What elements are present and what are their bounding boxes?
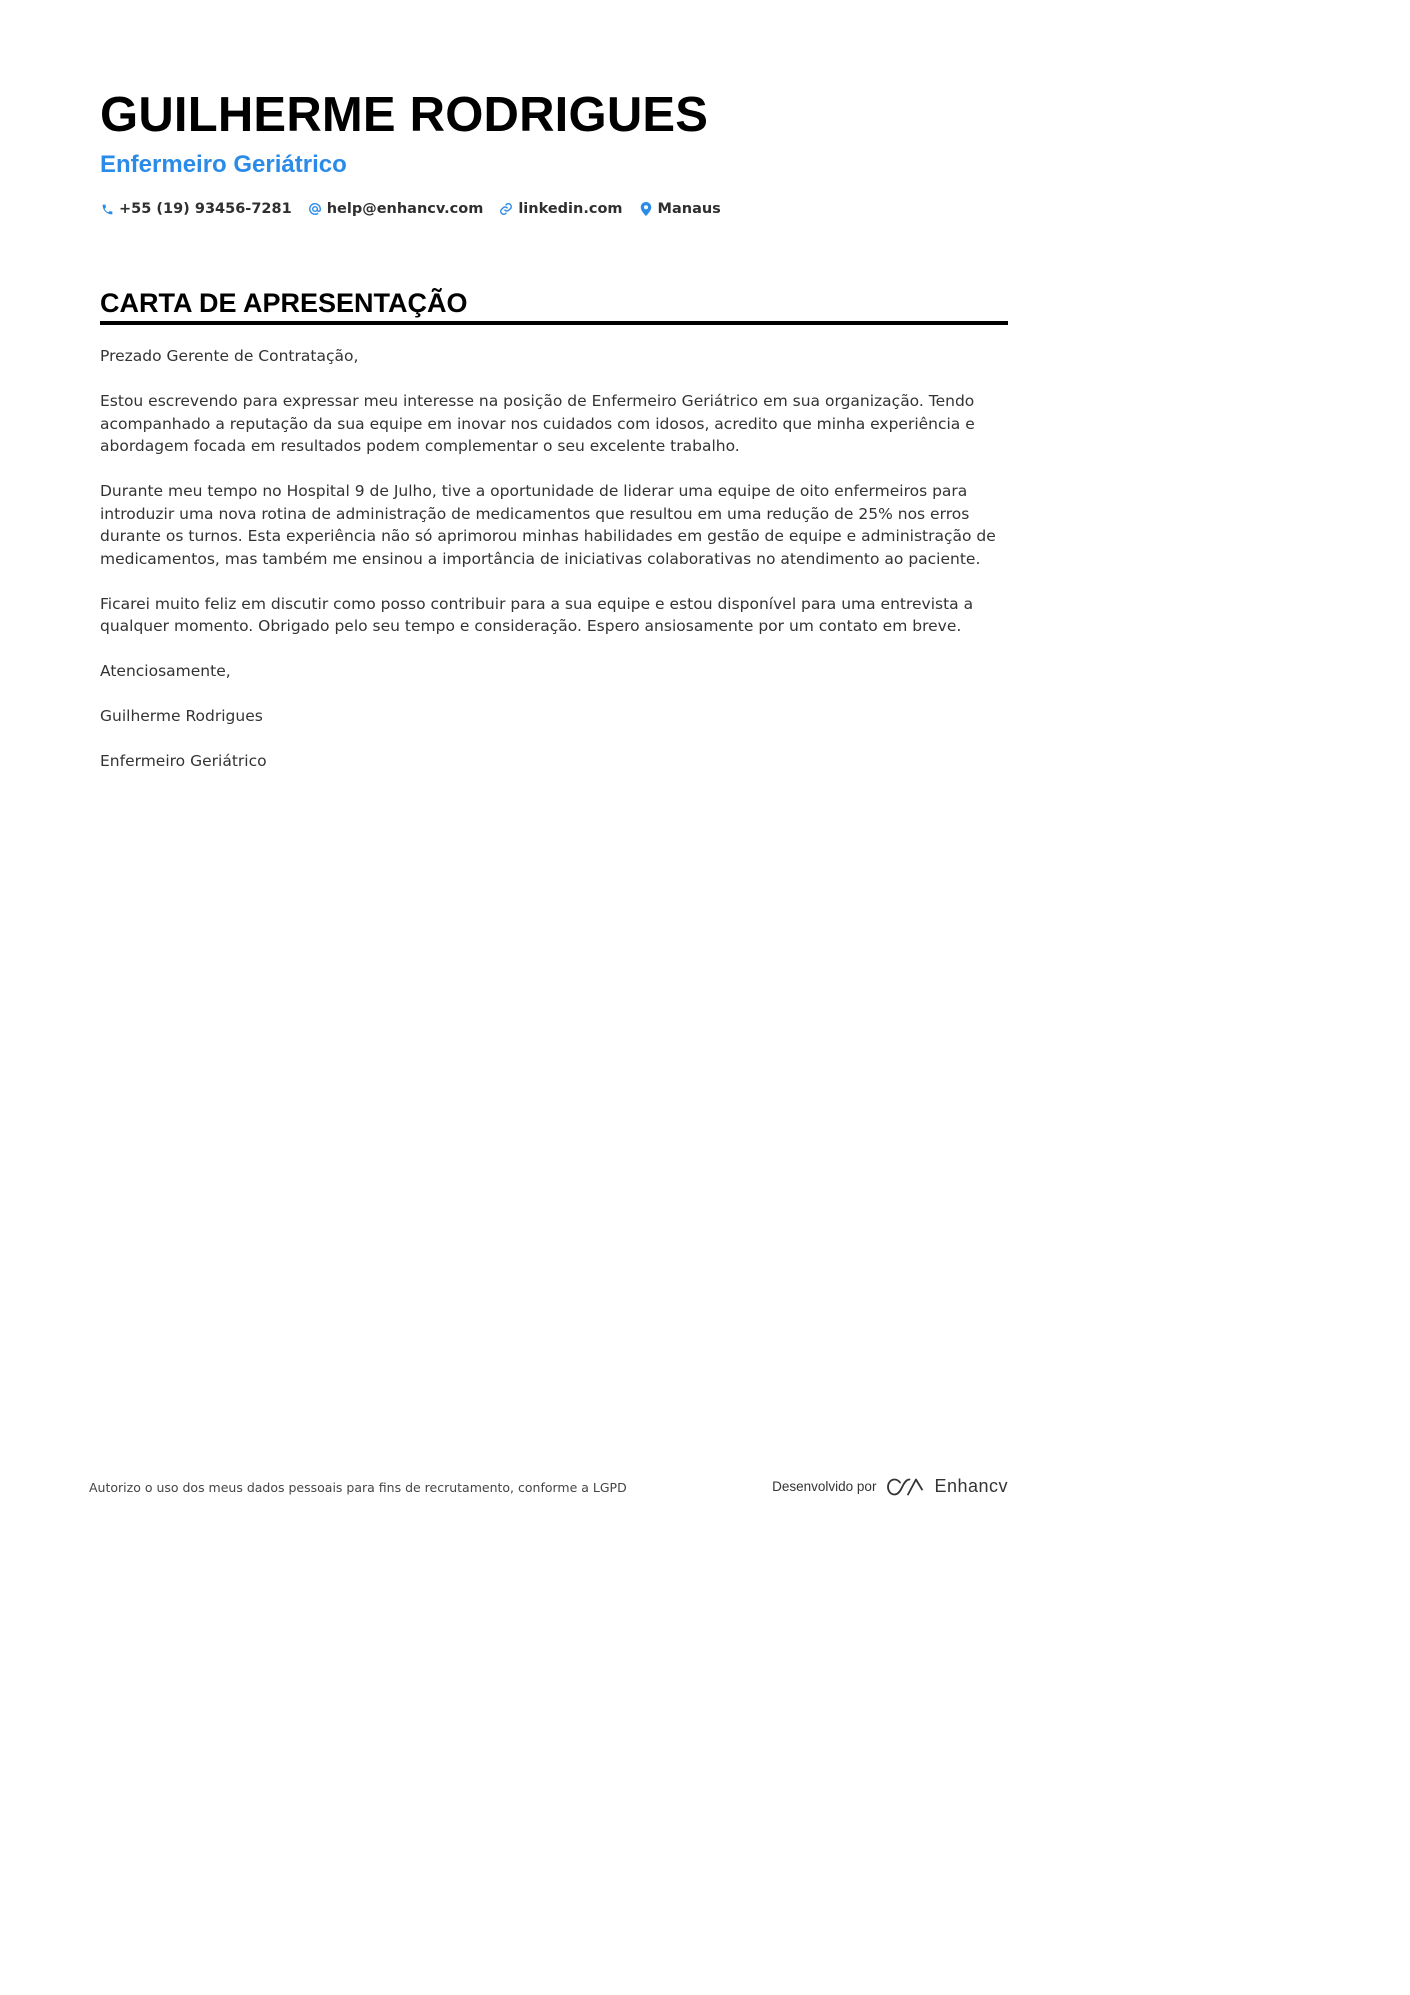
candidate-name: GUILHERME RODRIGUES — [100, 88, 709, 142]
cover-letter-section — [100, 287, 1008, 795]
phone-icon — [100, 202, 114, 216]
letter-greeting: Prezado Gerente de Contratação, — [100, 347, 359, 365]
letter-paragraph: Durante meu tempo no Hospital 9 de Julho, tive a oportunidade de liderar uma equipe de oito enfermeiros para introduzir uma nova rotina de administração de medicamentos que resultou em uma redução de 25% nos erros durante os turnos. Esta experiência não só aprimorou minhas habilidades em gestão de equipe e administração de medicamentos, mas também me ensinou a importância de iniciativas colaborativas no atendimento ao paciente. — [100, 482, 996, 568]
powered-by-label: Desenvolvido por — [772, 1479, 877, 1494]
section-title: CARTA DE APRESENTAÇÃO — [100, 288, 468, 318]
link-icon — [499, 202, 513, 216]
contact-email-text: help@enhancv.com — [326, 201, 484, 217]
contact-email[interactable] — [308, 201, 484, 217]
contact-phone[interactable] — [100, 201, 292, 217]
signature-name: Guilherme Rodrigues — [100, 707, 263, 725]
candidate-title: Enfermeiro Geriátrico — [100, 151, 347, 178]
contact-phone-text: +55 (19) 93456-7281 — [119, 201, 292, 217]
section-divider — [100, 321, 1008, 325]
letter-paragraph: Ficarei muito feliz em discutir como posso contribuir para a sua equipe e estou disponível para uma entrevista a qualquer momento. Obrigado pelo seu tempo e consideração. Espero ansiosamente por um contato em breve. — [100, 594, 974, 635]
at-icon — [308, 202, 322, 216]
brand-name: Enhancv — [934, 1476, 1008, 1496]
contact-location-text: Manaus — [657, 201, 721, 217]
contact-location — [639, 201, 721, 217]
letter-closing: Atenciosamente, — [100, 662, 231, 680]
contact-linkedin-text: linkedin.com — [518, 201, 623, 217]
consent-notice: Autorizo o uso dos meus dados pessoais para fins de recrutamento, conforme a LGPD — [89, 1480, 627, 1495]
contact-linkedin[interactable] — [499, 201, 622, 217]
letter-body — [100, 345, 1008, 773]
location-pin-icon — [639, 202, 653, 216]
header — [100, 86, 1010, 220]
letter-paragraph: Estou escrevendo para expressar meu interesse na posição de Enfermeiro Geriátrico em sua organização. Tendo acompanhado a reputação da sua equipe em inovar nos cuidados com idosos, acredito que minha experiência e abordagem focada em resultados podem complementar o seu excelente trabalho. — [100, 392, 975, 455]
contact-bar — [100, 198, 1010, 220]
powered-by[interactable] — [772, 1476, 1008, 1497]
signature-title: Enfermeiro Geriátrico — [100, 752, 267, 770]
enhancv-logo-icon — [886, 1477, 924, 1497]
